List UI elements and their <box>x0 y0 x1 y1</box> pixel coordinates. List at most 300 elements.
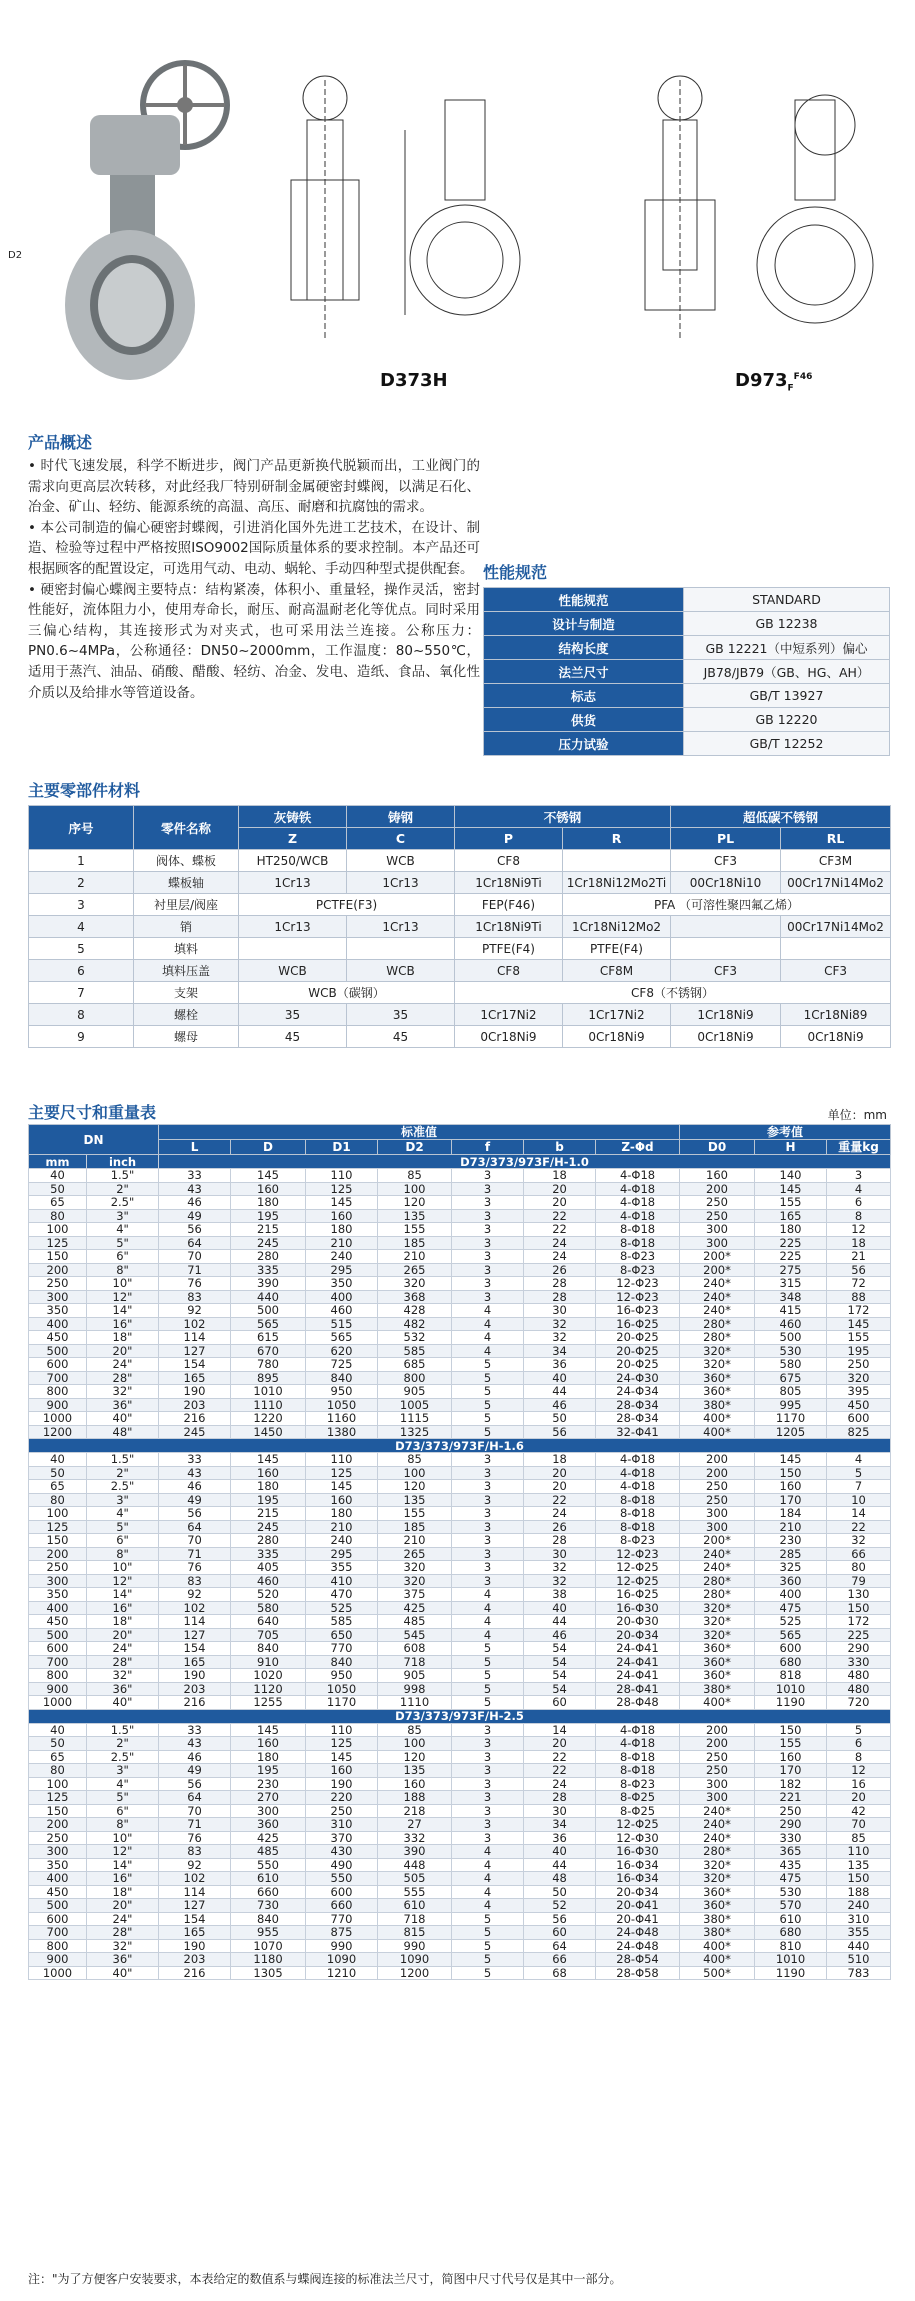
dims-row <box>29 1209 891 1223</box>
dims-cell: 24-Φ41 <box>596 1655 680 1669</box>
dims-cell: 4-Φ18 <box>596 1196 680 1210</box>
dims-cell: 180 <box>306 1223 378 1237</box>
dims-cell: 700 <box>29 1655 87 1669</box>
parts-cell: CF8 <box>455 850 563 872</box>
dims-cell: 28" <box>87 1655 159 1669</box>
dims-cell: 240* <box>680 1804 755 1818</box>
dims-cell: 675 <box>755 1371 827 1385</box>
performance-key: 压力试验 <box>484 732 684 756</box>
dims-cell: 85 <box>827 1831 891 1845</box>
dims-cell: 28 <box>524 1791 596 1805</box>
dims-cell: 580 <box>755 1358 827 1372</box>
dims-cell: 1170 <box>306 1696 378 1710</box>
dims-cell: 20-Φ25 <box>596 1344 680 1358</box>
dims-cell: 2.5" <box>87 1480 159 1494</box>
dims-cell: 70 <box>159 1804 231 1818</box>
dims-row <box>29 1453 891 1467</box>
dims-cell: 5 <box>827 1723 891 1737</box>
dims-cell: 220 <box>306 1791 378 1805</box>
dims-cell: 250 <box>680 1209 755 1223</box>
dims-cell: 615 <box>231 1331 306 1345</box>
dims-cell: 127 <box>159 1628 231 1642</box>
dims-cell: 805 <box>755 1385 827 1399</box>
dims-col-header: D1 <box>306 1140 378 1155</box>
dims-cell: 80 <box>29 1209 87 1223</box>
dims-cell: 250 <box>680 1764 755 1778</box>
dims-row <box>29 1764 891 1778</box>
dims-cell: 585 <box>306 1615 378 1629</box>
dims-row <box>29 1872 891 1886</box>
dims-cell: 28" <box>87 1371 159 1385</box>
dims-cell: 350 <box>29 1304 87 1318</box>
parts-cell: CF3 <box>671 960 781 982</box>
dims-cell: 14 <box>524 1723 596 1737</box>
dims-cell: 718 <box>378 1912 452 1926</box>
dims-cell: 380* <box>680 1912 755 1926</box>
dims-cell: 680 <box>755 1926 827 1940</box>
parts-cell: 1Cr13 <box>347 872 455 894</box>
parts-cell: WCB（碳钢） <box>239 982 455 1004</box>
dims-cell: 6 <box>827 1737 891 1751</box>
parts-cell: 9 <box>29 1026 134 1048</box>
dims-cell: 4 <box>452 1845 524 1859</box>
dims-cell: 18 <box>827 1236 891 1250</box>
dims-cell: 32 <box>827 1534 891 1548</box>
parts-cell: 1 <box>29 850 134 872</box>
dims-cell: 32 <box>524 1331 596 1345</box>
parts-cell: 填料压盖 <box>134 960 239 982</box>
dims-cell: 448 <box>378 1858 452 1872</box>
dims-cell: 36" <box>87 1953 159 1967</box>
dims-cell: 120 <box>378 1750 452 1764</box>
dims-cell: 160 <box>755 1480 827 1494</box>
dims-cell: 216 <box>159 1966 231 1980</box>
dims-cell: 1.5" <box>87 1169 159 1183</box>
dims-cell: 72 <box>827 1277 891 1291</box>
dims-cell: 8-Φ23 <box>596 1250 680 1264</box>
dims-cell: 3 <box>452 1831 524 1845</box>
dims-cell: 7 <box>827 1480 891 1494</box>
dims-cell: 315 <box>755 1277 827 1291</box>
dims-cell: 770 <box>306 1912 378 1926</box>
dims-cell: 154 <box>159 1358 231 1372</box>
dims-cell: 44 <box>524 1858 596 1872</box>
parts-cell: 1Cr17Ni2 <box>455 1004 563 1026</box>
dims-cell: 210 <box>306 1520 378 1534</box>
dims-cell: 200 <box>680 1723 755 1737</box>
parts-row <box>29 1026 891 1048</box>
dims-cell: 5 <box>452 1358 524 1372</box>
dims-cell: 355 <box>827 1926 891 1940</box>
dims-cell: 5 <box>452 1655 524 1669</box>
dims-cell: 285 <box>755 1547 827 1561</box>
dims-cell: 3 <box>452 1723 524 1737</box>
dims-cell: 71 <box>159 1547 231 1561</box>
dims-cell: 24" <box>87 1642 159 1656</box>
performance-value: STANDARD <box>684 588 890 612</box>
dims-cell: 1305 <box>231 1966 306 1980</box>
dims-cell: 170 <box>755 1493 827 1507</box>
dims-cell: 92 <box>159 1304 231 1318</box>
dims-col-header: H <box>755 1140 827 1155</box>
dims-cell: 76 <box>159 1277 231 1291</box>
dims-cell: 810 <box>755 1939 827 1953</box>
parts-cell: 销 <box>134 916 239 938</box>
dims-cell: 600 <box>29 1358 87 1372</box>
dims-row <box>29 1899 891 1913</box>
dims-cell: 5 <box>452 1371 524 1385</box>
dims-cell: 165 <box>159 1655 231 1669</box>
dims-cell: 240* <box>680 1831 755 1845</box>
dims-cell: 80 <box>29 1764 87 1778</box>
dims-cell: 4-Φ18 <box>596 1737 680 1751</box>
dims-cell: 188 <box>378 1791 452 1805</box>
dims-cell: 4 <box>827 1453 891 1467</box>
dims-cell: 435 <box>755 1858 827 1872</box>
dims-cell: 218 <box>378 1804 452 1818</box>
dims-cell: 348 <box>755 1290 827 1304</box>
dims-cell: 215 <box>231 1223 306 1237</box>
dims-cell: 76 <box>159 1831 231 1845</box>
dims-cell: 14 <box>827 1507 891 1521</box>
dims-cell: 32-Φ41 <box>596 1425 680 1439</box>
dims-row <box>29 1682 891 1696</box>
dims-cell: 380* <box>680 1398 755 1412</box>
dims-cell: 265 <box>378 1547 452 1561</box>
dims-cell: 3 <box>452 1263 524 1277</box>
dims-cell: 1160 <box>306 1412 378 1426</box>
dims-row <box>29 1317 891 1331</box>
dims-row <box>29 1493 891 1507</box>
dims-cell: 64 <box>159 1520 231 1534</box>
dims-cell: 155 <box>755 1196 827 1210</box>
dims-cell: 195 <box>231 1493 306 1507</box>
dims-row <box>29 1642 891 1656</box>
dims-cell: 245 <box>231 1520 306 1534</box>
dims-cell: 3 <box>452 1250 524 1264</box>
parts-cell: WCB <box>239 960 347 982</box>
dims-cell: 1115 <box>378 1412 452 1426</box>
dims-cell: 32" <box>87 1385 159 1399</box>
performance-row <box>484 636 890 660</box>
dims-cell: 360* <box>680 1655 755 1669</box>
dims-cell: 76 <box>159 1561 231 1575</box>
dims-cell: 685 <box>378 1358 452 1372</box>
dims-cell: 1180 <box>231 1953 306 1967</box>
dims-col-header: D0 <box>680 1140 755 1155</box>
dims-col-header: 重量kg <box>827 1140 891 1155</box>
dims-cell: 8-Φ25 <box>596 1791 680 1805</box>
dims-cell: 585 <box>378 1344 452 1358</box>
dims-cell: 280* <box>680 1317 755 1331</box>
dims-cell: 160 <box>231 1737 306 1751</box>
dims-cell: 3 <box>452 1547 524 1561</box>
dims-cell: 2.5" <box>87 1750 159 1764</box>
dims-cell: 330 <box>827 1655 891 1669</box>
dims-cell: 1070 <box>231 1939 306 1953</box>
dims-cell: 200 <box>680 1737 755 1751</box>
dims-cell: 3 <box>452 1493 524 1507</box>
dims-cell: 28-Φ58 <box>596 1966 680 1980</box>
d973-caption: $D973_F^{F46}$ <box>735 370 813 394</box>
dims-cell: 83 <box>159 1290 231 1304</box>
dims-row <box>29 1939 891 1953</box>
dims-cell: 1005 <box>378 1398 452 1412</box>
dims-cell: 300 <box>231 1804 306 1818</box>
parts-cell: CF8（不锈钢） <box>455 982 891 1004</box>
dims-cell: 280 <box>231 1534 306 1548</box>
dims-cell: 110 <box>827 1845 891 1859</box>
dims-cell: 300 <box>680 1507 755 1521</box>
dims-cell: 20-Φ30 <box>596 1615 680 1629</box>
dims-cell: 22 <box>524 1750 596 1764</box>
dims-cell: 20-Φ41 <box>596 1899 680 1913</box>
performance-row <box>484 660 890 684</box>
dims-cell: 600 <box>29 1642 87 1656</box>
intro-para: • 时代飞速发展，科学不断进步，阀门产品更新换代脱颖而出，工业阀门的需求向更高层次转移，对此经我厂特别研制金属硬密封蝶阀，以满足石化、冶金、矿山、轻纺、能源系统的高温、高压、耐磨和抗腐蚀的需求。 <box>28 458 480 516</box>
dims-cell: 22 <box>524 1223 596 1237</box>
dims-cell: 610 <box>755 1912 827 1926</box>
dims-row <box>29 1655 891 1669</box>
dims-cell: 48" <box>87 1425 159 1439</box>
parts-cell: PTFE(F4) <box>455 938 563 960</box>
dims-cell: 300 <box>680 1223 755 1237</box>
parts-row <box>29 1004 891 1026</box>
parts-cell: HT250/WCB <box>239 850 347 872</box>
dims-cell: 20 <box>524 1480 596 1494</box>
dims-cell: 250 <box>827 1358 891 1372</box>
parts-row <box>29 938 891 960</box>
dims-cell: 10" <box>87 1277 159 1291</box>
dims-cell: 160 <box>378 1777 452 1791</box>
dims-cell: 270 <box>231 1791 306 1805</box>
dims-cell: 20 <box>524 1196 596 1210</box>
dims-row <box>29 1885 891 1899</box>
dims-cell: 145 <box>231 1453 306 1467</box>
dims-cell: 990 <box>306 1939 378 1953</box>
dims-col-header: D <box>231 1140 306 1155</box>
dims-cell: 36 <box>524 1831 596 1845</box>
dims-cell: 28 <box>524 1277 596 1291</box>
dims-cell: 320 <box>378 1561 452 1575</box>
dims-cell: 670 <box>231 1344 306 1358</box>
dims-cell: 460 <box>755 1317 827 1331</box>
dims-cell: 425 <box>231 1831 306 1845</box>
intro-text <box>28 456 480 703</box>
dims-cell: 200 <box>29 1547 87 1561</box>
dims-cell: 49 <box>159 1493 231 1507</box>
dims-cell: 180 <box>231 1480 306 1494</box>
dims-cell: 5" <box>87 1520 159 1534</box>
dims-cell: 225 <box>755 1236 827 1250</box>
dims-cell: 250 <box>680 1493 755 1507</box>
dims-cell: 3 <box>452 1791 524 1805</box>
intro-para: • 本公司制造的偏心硬密封蝶阀，引进消化国外先进工艺技术，在设计、制造、检验等过程中严格按照ISO9002国际质量体系的要求控制。本产品还可根据顾客的配置设定，可选用气动、电动、蜗轮、手动四种型式提供配套。 <box>28 519 480 577</box>
dims-cell: 65 <box>29 1480 87 1494</box>
dims-unit-inch: inch <box>87 1155 159 1169</box>
d373h-caption: D373H <box>380 370 448 391</box>
dims-cell: 280* <box>680 1574 755 1588</box>
dims-cell: 350 <box>29 1588 87 1602</box>
dims-cell: 160 <box>755 1750 827 1764</box>
dims-cell: 100 <box>29 1223 87 1237</box>
parts-cell: 螺栓 <box>134 1004 239 1026</box>
dims-row <box>29 1169 891 1183</box>
dims-cell: 955 <box>231 1926 306 1940</box>
dims-cell: 30 <box>524 1547 596 1561</box>
parts-row <box>29 850 891 872</box>
dims-cell: 100 <box>378 1466 452 1480</box>
dims-cell: 172 <box>827 1304 891 1318</box>
dims-cell: 3 <box>452 1277 524 1291</box>
dims-cell: 3" <box>87 1209 159 1223</box>
dims-cell: 20 <box>524 1737 596 1751</box>
dims-cell: 28-Φ41 <box>596 1682 680 1696</box>
dims-cell: 1090 <box>306 1953 378 1967</box>
dims-cell: 900 <box>29 1398 87 1412</box>
dims-cell: 1190 <box>755 1966 827 1980</box>
dims-cell: 730 <box>231 1899 306 1913</box>
dims-cell: 40 <box>29 1453 87 1467</box>
dims-cell: 428 <box>378 1304 452 1318</box>
dims-cell: 160 <box>231 1182 306 1196</box>
dims-cell: 125 <box>29 1791 87 1805</box>
dims-cell: 125 <box>306 1182 378 1196</box>
dims-cell: 840 <box>306 1371 378 1385</box>
dims-cell: 150 <box>755 1466 827 1480</box>
dims-cell: 24 <box>524 1250 596 1264</box>
dims-cell: 64 <box>159 1236 231 1250</box>
performance-value: GB 12220 <box>684 708 890 732</box>
dims-cell: 610 <box>378 1899 452 1913</box>
parts-table <box>28 805 890 1048</box>
dims-row <box>29 1507 891 1521</box>
parts-cell: CF8M <box>563 960 671 982</box>
dims-cell: 145 <box>231 1723 306 1737</box>
parts-cell: CF3 <box>671 850 781 872</box>
dims-cell: 22 <box>827 1520 891 1534</box>
dims-cell: 18 <box>524 1453 596 1467</box>
dims-cell: 34 <box>524 1818 596 1832</box>
dims-cell: 83 <box>159 1574 231 1588</box>
dims-cell: 450 <box>29 1885 87 1899</box>
parts-group-header: 不锈钢 <box>455 806 671 828</box>
dims-group-row <box>29 1155 891 1169</box>
dims-cell: 895 <box>231 1371 306 1385</box>
dims-cell: 16" <box>87 1601 159 1615</box>
dims-cell: 22 <box>524 1493 596 1507</box>
dims-cell: 12-Φ30 <box>596 1831 680 1845</box>
dims-cell: 725 <box>306 1358 378 1372</box>
dims-cell: 16-Φ30 <box>596 1601 680 1615</box>
dims-cell: 14" <box>87 1304 159 1318</box>
parts-cell <box>563 850 671 872</box>
dims-cell: 3 <box>452 1480 524 1494</box>
dims-cell: 460 <box>306 1304 378 1318</box>
dims-cell: 355 <box>306 1561 378 1575</box>
dims-cell: 718 <box>378 1655 452 1669</box>
dims-cell: 10" <box>87 1831 159 1845</box>
dims-cell: 1050 <box>306 1682 378 1696</box>
dims-cell: 370 <box>306 1831 378 1845</box>
parts-cell: 衬里层/阀座 <box>134 894 239 916</box>
parts-row <box>29 894 891 916</box>
dims-cell: 102 <box>159 1317 231 1331</box>
dims-cell: 1110 <box>378 1696 452 1710</box>
dims-cell: 310 <box>306 1818 378 1832</box>
dims-cell: 1120 <box>231 1682 306 1696</box>
dims-cell: 24-Φ41 <box>596 1669 680 1683</box>
dims-cell: 290 <box>755 1818 827 1832</box>
dims-cell: 64 <box>159 1791 231 1805</box>
dims-cell: 705 <box>231 1628 306 1642</box>
parts-cell: 45 <box>347 1026 455 1048</box>
dims-cell: 4-Φ18 <box>596 1723 680 1737</box>
dims-title: 主要尺寸和重量表 <box>28 1103 157 1122</box>
dims-row <box>29 1520 891 1534</box>
dims-cell: 12 <box>827 1223 891 1237</box>
parts-cell: 螺母 <box>134 1026 239 1048</box>
dims-cell: 482 <box>378 1317 452 1331</box>
dims-header-dn: DN <box>29 1125 159 1155</box>
dims-row <box>29 1425 891 1439</box>
dims-cell: 56 <box>159 1223 231 1237</box>
product-drawings <box>0 0 915 420</box>
dims-cell: 565 <box>306 1331 378 1345</box>
dims-group-row <box>29 1709 891 1723</box>
dims-cell: 20 <box>827 1791 891 1805</box>
dims-cell: 160 <box>680 1169 755 1183</box>
dims-row <box>29 1750 891 1764</box>
dims-cell: 155 <box>827 1331 891 1345</box>
dims-cell: 33 <box>159 1723 231 1737</box>
dims-row <box>29 1791 891 1805</box>
dims-cell: 34 <box>524 1344 596 1358</box>
dims-row <box>29 1331 891 1345</box>
dims-cell: 800 <box>29 1669 87 1683</box>
dims-cell: 20 <box>524 1182 596 1196</box>
dims-cell: 195 <box>231 1764 306 1778</box>
dims-cell: 24-Φ48 <box>596 1939 680 1953</box>
dims-cell: 20-Φ34 <box>596 1885 680 1899</box>
dims-cell: 8-Φ25 <box>596 1804 680 1818</box>
dims-cell: 4-Φ18 <box>596 1182 680 1196</box>
dims-cell: 180 <box>231 1196 306 1210</box>
parts-code-header: P <box>455 828 563 850</box>
dims-cell: 56 <box>827 1263 891 1277</box>
dims-cell: 50 <box>29 1737 87 1751</box>
dims-cell: 580 <box>231 1601 306 1615</box>
dims-cell: 44 <box>524 1385 596 1399</box>
dims-cell: 5 <box>452 1425 524 1439</box>
d2-label: D2 <box>8 250 23 261</box>
dims-cell: 22 <box>524 1209 596 1223</box>
dims-cell: 515 <box>306 1317 378 1331</box>
dims-cell: 52 <box>524 1899 596 1913</box>
dims-cell: 56 <box>524 1425 596 1439</box>
dims-cell: 22 <box>524 1764 596 1778</box>
performance-row <box>484 708 890 732</box>
parts-group-header: 超低碳不锈钢 <box>671 806 891 828</box>
dims-cell: 42 <box>827 1804 891 1818</box>
parts-cell: 1Cr17Ni2 <box>563 1004 671 1026</box>
parts-cell: 1Cr18Ni9Ti <box>455 916 563 938</box>
dims-cell: 40" <box>87 1696 159 1710</box>
dims-row <box>29 1912 891 1926</box>
dims-col-header: Z-Φd <box>596 1140 680 1155</box>
dims-cell: 3 <box>452 1290 524 1304</box>
dims-cell: 135 <box>827 1858 891 1872</box>
